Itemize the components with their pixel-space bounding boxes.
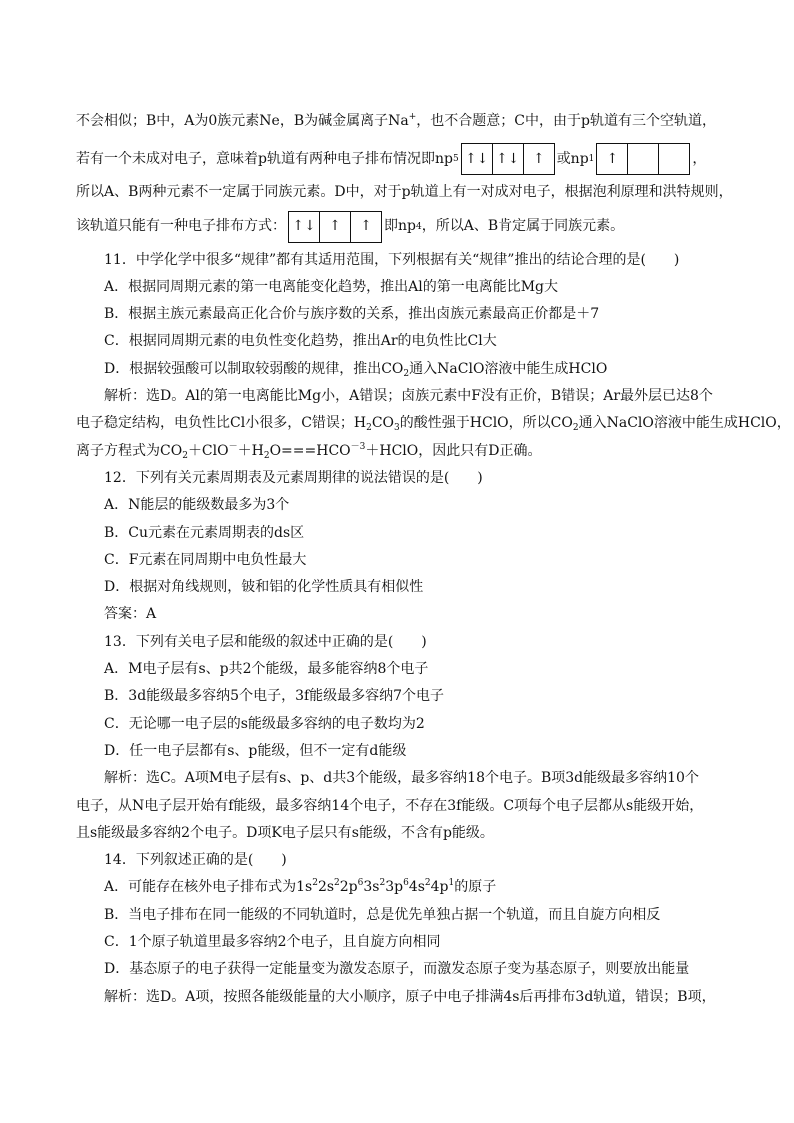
text: 3s	[363, 879, 380, 896]
option-a: A．根据同周期元素的第一电离能变化趋势，推出Al的第一电离能比Mg大	[104, 278, 558, 295]
text: ＋H	[237, 442, 264, 459]
text: 若有一个未成对电子，意味着p轨道有两种电子排布情况即np	[76, 150, 453, 167]
superscript: 1	[448, 878, 455, 889]
option-c: C．1个原子轨道里最多容纳2个电子，且自旋方向相同	[104, 934, 441, 951]
orbital-box: ↑↓	[462, 144, 493, 174]
subscript: 2	[572, 423, 579, 434]
text: D．根据较强酸可以制取较弱酸的规律，推出CO	[104, 360, 404, 377]
option-d: D．任一电子层都有s、p能级，但不一定有d能级	[104, 742, 407, 759]
option-c: C．根据同周期元素的电负性变化趋势，推出Ar的电负性比Cl大	[104, 333, 497, 350]
superscript: 2	[334, 878, 340, 889]
option-a: A．N能层的能级数最多为3个	[104, 497, 290, 514]
text: 即np	[384, 217, 416, 234]
orbital-box: ↑	[320, 212, 351, 242]
text: 通入NaClO溶液中能生成HClO	[409, 360, 608, 377]
subscript: 2	[263, 450, 270, 461]
option-a	[76, 874, 724, 901]
question-stem: 12．下列有关元素周期表及元素周期律的说法错误的是( )	[104, 469, 483, 486]
option-a: A．M电子层有s、p共2个能级，最多能容纳8个电子	[104, 661, 429, 678]
option-b: B．当电子排布在同一能级的不同轨道时，总是优先单独占据一个轨道，而且自旋方向相反	[104, 906, 661, 923]
text: 2s	[317, 879, 335, 896]
superscript: 2	[379, 878, 386, 889]
subscript: 2	[403, 368, 410, 379]
subscript: 3	[394, 423, 400, 434]
text: ，	[692, 150, 707, 167]
document-page	[76, 108, 791, 1011]
option-c: C．F元素在同周期中电负性最大	[104, 551, 307, 568]
orbital-box: ↑↓	[493, 144, 524, 174]
orbital-box	[628, 144, 659, 174]
text: 的酸性强于HClO，所以CO	[399, 415, 573, 432]
option-b: B．根据主族元素最高正化合价与族序数的关系，推出卤族元素最高正价都是＋7	[104, 306, 600, 323]
text: O===HCO	[269, 442, 351, 459]
text: 的原子	[454, 879, 497, 896]
option-b: B．Cu元素在元素周期表的ds区	[104, 524, 305, 541]
text: A．可能存在核外电子排布式为1s	[104, 879, 313, 896]
orbital-box	[659, 144, 689, 174]
orbital-box: ↑	[360, 217, 372, 234]
option-c: C．无论哪一电子层的s能级最多容纳的电子数均为2	[104, 715, 425, 732]
option-d: D．基态原子的电子获得一定能量变为激发态原子，而激发态原子变为基态原子，则要放出能量	[104, 961, 690, 978]
text-line: 该轨道只能有一种电子排布方式： ↑↓ ↑ ↑ 即np 4 ，所以A、B肯定属于同族元素。	[76, 207, 724, 247]
text: 不会相似；B中，A为0族元素Ne，B为碱金属离子Na	[76, 113, 409, 129]
orbital-diagram-np1	[596, 143, 690, 175]
explanation-line: 解析：选D。A项，按照各能级能量的大小顺序，原子中电子排满4s后再排布3d轨道，错误；B项，	[104, 988, 716, 1005]
superscript: +	[408, 112, 417, 122]
explanation-line	[76, 410, 791, 437]
text: ＋ClO	[187, 442, 229, 459]
superscript: 2	[312, 878, 318, 889]
explanation-line: 电子，从N电子层开始有f能级，最多容纳14个电子，不存在3f能级。C项每个电子层都从s能级开始，	[76, 797, 704, 814]
text: 2p	[339, 879, 358, 896]
text: 通入NaClO溶液中能生成HClO，	[578, 415, 791, 432]
explanation-line	[76, 438, 724, 465]
text: ，也不合题意；C中，由于p轨道有三个空轨道，	[416, 113, 716, 129]
superscript: 6	[357, 878, 364, 889]
orbital-diagram-np4	[288, 211, 382, 243]
question-stem: 14．下列叙述正确的是( )	[104, 852, 287, 869]
explanation-line: 解析：选C。A项M电子层有s、p、d共3个能级，最多容纳18个电子。B项3d能级最多容纳10个	[104, 770, 699, 787]
question-stem: 13．下列有关电子层和能级的叙述中正确的是( )	[104, 633, 427, 650]
explanation-line: 解析：选D。Al的第一电离能比Mg小，A错误；卤族元素中F没有正价，B错误；Ar最外层已达8个	[104, 388, 713, 405]
text-line	[76, 108, 724, 135]
option-d: D．根据对角线规则，铍和铝的化学性质具有相似性	[104, 579, 424, 596]
text: 离子方程式为CO	[76, 442, 183, 459]
option-d	[76, 356, 724, 383]
orbital-box: ↑	[532, 150, 545, 167]
text-line: 所以A、B两种元素不一定属于同族元素。D中，对于p轨道上有一对成对电子，根据泡利原理和洪特规则，	[76, 184, 733, 201]
text: 4p	[430, 879, 449, 896]
text: 电子稳定结构，电负性比Cl小很多，C错误；H	[76, 415, 367, 432]
superscript: －3	[350, 441, 366, 452]
superscript: －	[228, 441, 238, 452]
question-stem: 11．中学化学中很多“规律”都有其适用范围，下列根据有关“规律”推出的结论合理的是( )	[104, 251, 680, 268]
text-line: 若有一个未成对电子，意味着p轨道有两种电子排布情况即np 5 ↑↓ ↑↓ ↑ 或np 1 ↑ ，	[76, 139, 724, 179]
subscript: 2	[182, 450, 188, 461]
text: 4s	[408, 879, 425, 896]
text: ＋HClO，因此只有D正确。	[365, 442, 542, 459]
answer-line: 答案：A	[104, 606, 157, 623]
superscript: 6	[403, 878, 409, 889]
text: 或np	[556, 150, 589, 167]
text: ，所以A、B肯定属于同族元素。	[421, 217, 625, 234]
orbital-box: ↑↓	[289, 212, 320, 242]
superscript: 2	[424, 878, 431, 889]
text: 3p	[385, 879, 404, 896]
explanation-line: 且s能级最多容纳2个电子。D项K电子层只有s能级，不含有p能级。	[76, 824, 494, 841]
option-b: B．3d能级最多容纳5个电子，3f能级最多容纳7个电子	[104, 688, 445, 705]
orbital-diagram-np5	[461, 143, 555, 175]
orbital-box: ↑	[597, 144, 628, 174]
subscript: 2	[366, 423, 372, 434]
text: 该轨道只能有一种电子排布方式：	[76, 217, 286, 234]
text: CO	[371, 415, 395, 432]
